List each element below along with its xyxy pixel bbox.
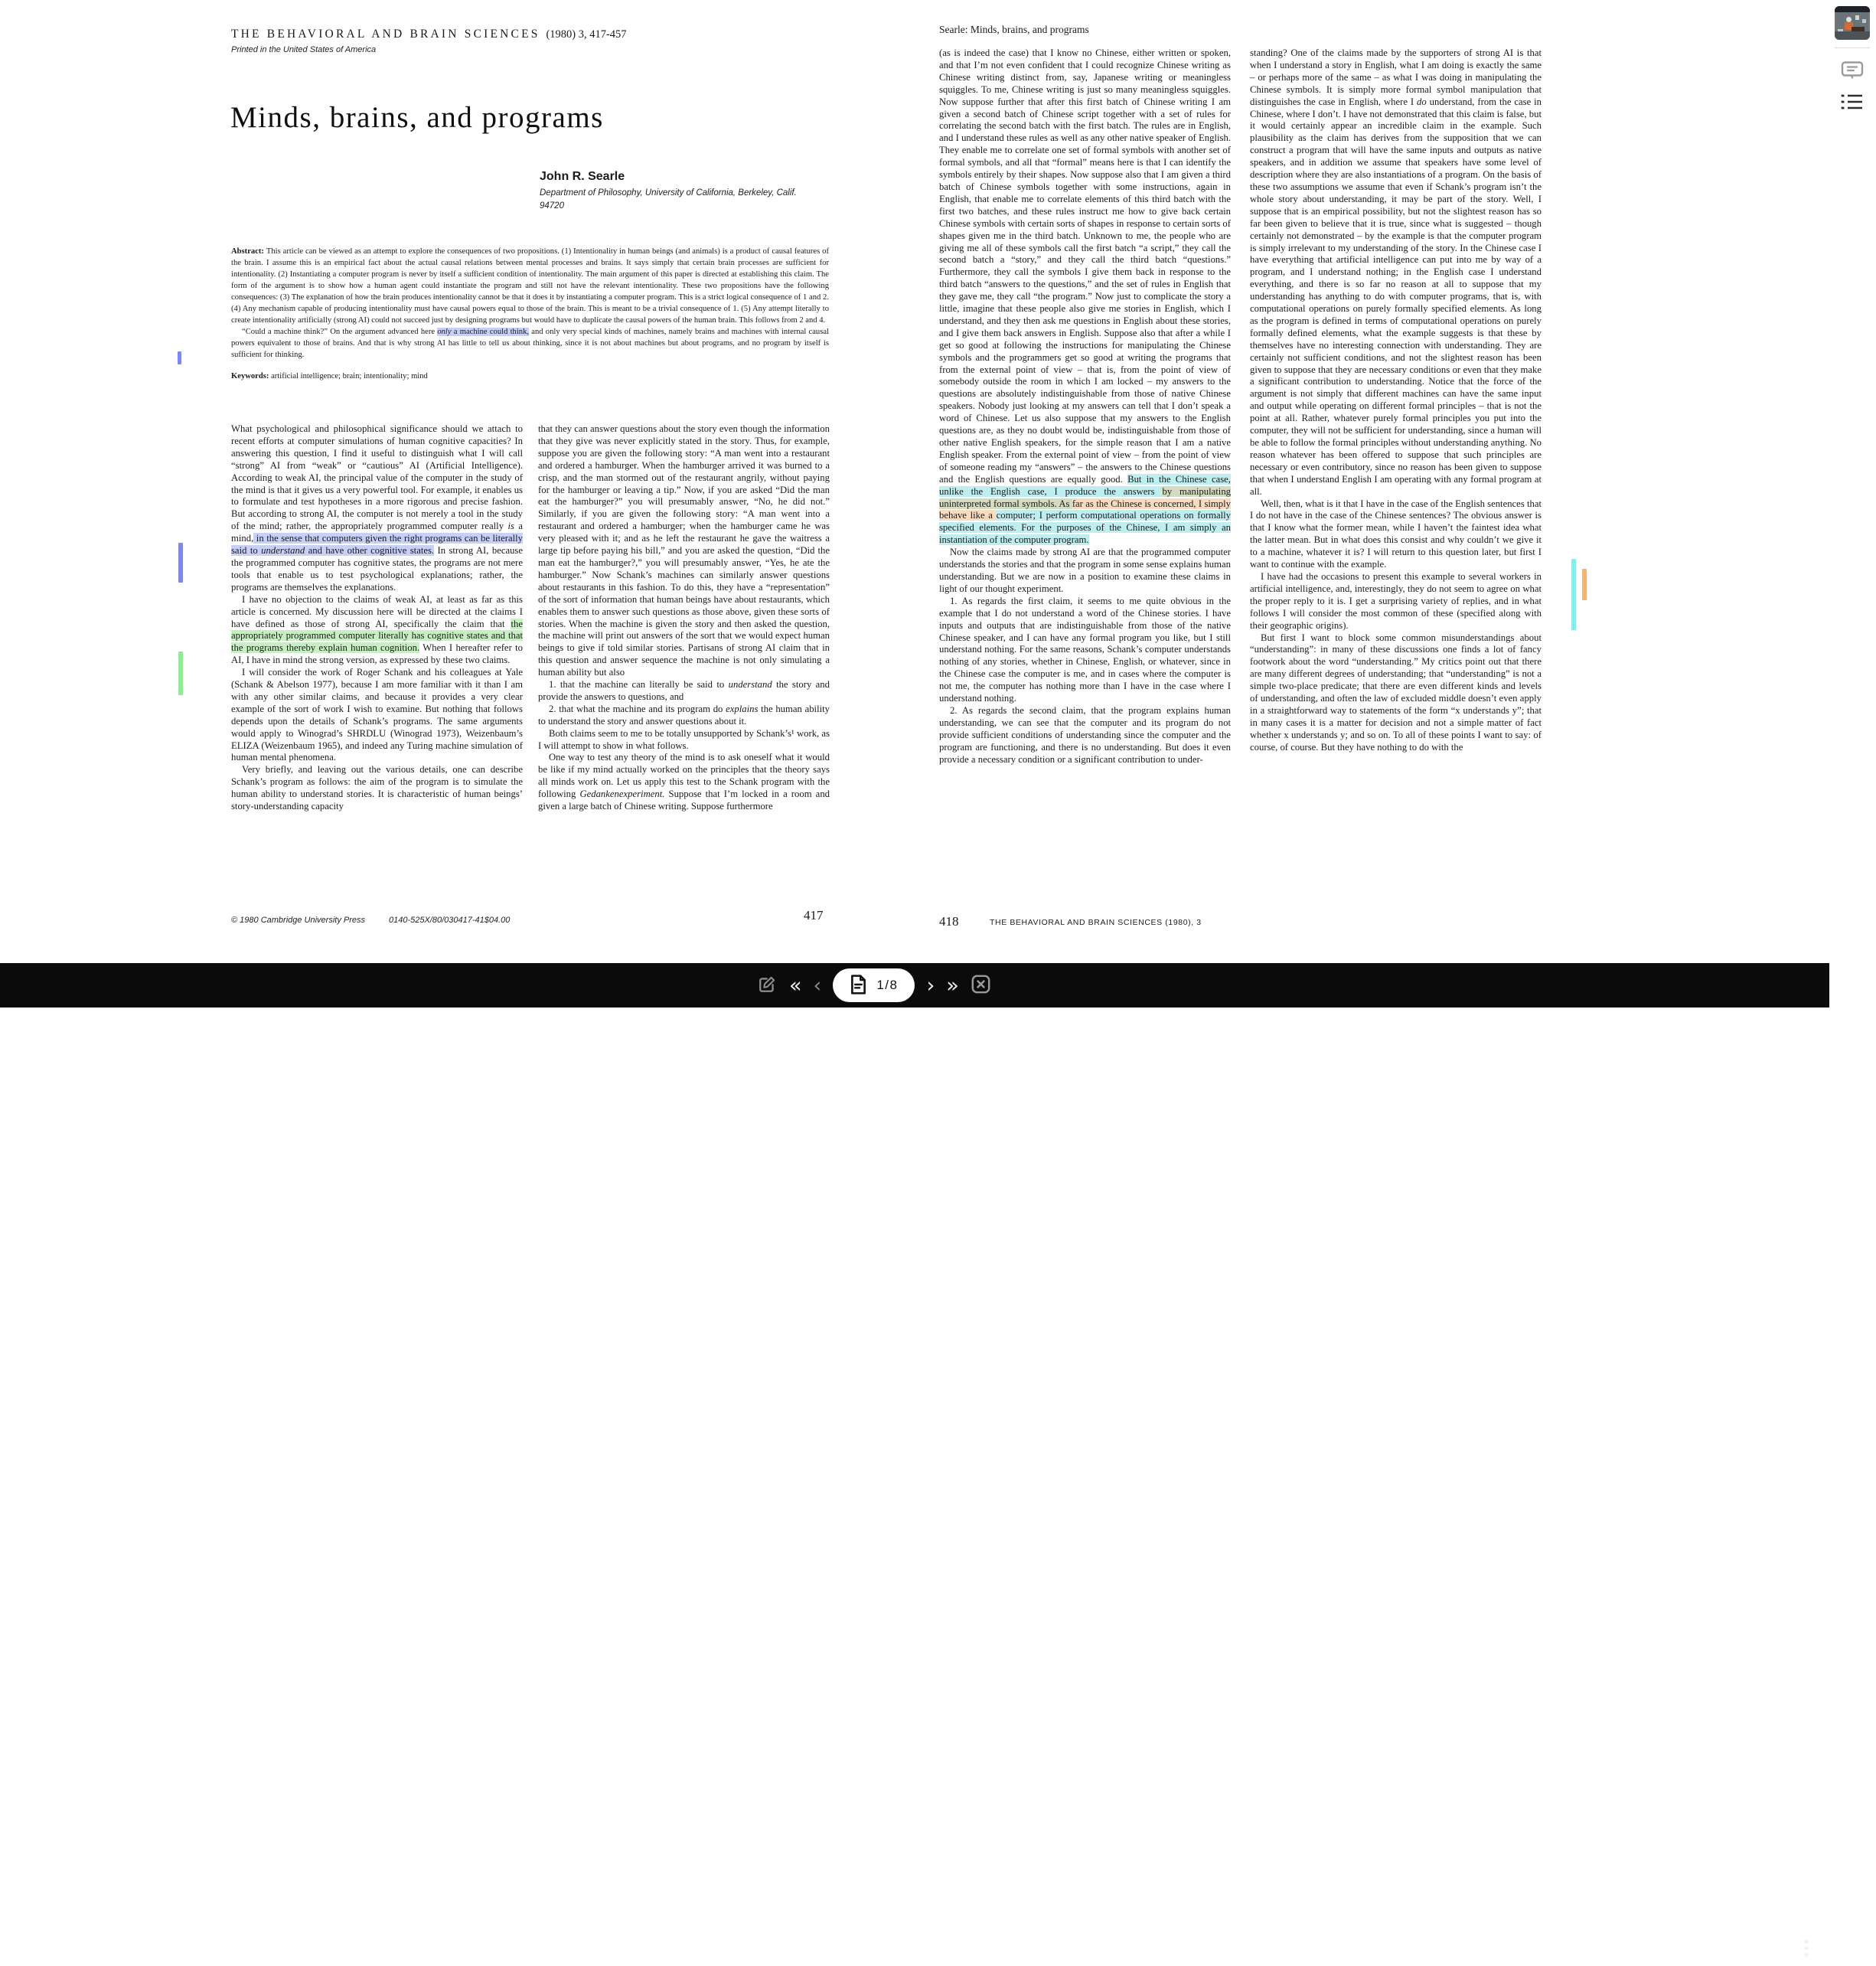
prev-page-button[interactable]: ‹ bbox=[813, 973, 822, 998]
author-name: John R. Searle bbox=[540, 170, 625, 183]
edit-button[interactable] bbox=[756, 974, 778, 998]
close-icon bbox=[971, 974, 991, 997]
page-indicator: 1/8 bbox=[876, 978, 899, 992]
text-highlight[interactable]: understand bbox=[261, 545, 305, 557]
page-number-418: 418 bbox=[939, 914, 959, 929]
paragraph: I have no objection to the claims of weak AI, at least as far as this article is concerned. My discussion here will be directed at the claims I have defined as those of strong AI, specifically the claim that the appropriately programmed computer literally has cognitive states and that the programs thereby explain human cognition. When I hereafter refer to AI, I have in mind the strong version, as expressed by these two claims. bbox=[231, 593, 523, 666]
thumbnail-art bbox=[1835, 6, 1870, 12]
paragraph: that they can answer questions about the story even though the information that they give was never explicitly stated in the story. Thus, for example, suppose you are given the following story: “A man went into a restaurant and ordered a hamburger. When the hamburger arrived it was burned to a crisp, and the man stormed out of the restaurant angrily, without paying for the hamburger or leaving a tip.” Now, if you are asked “Did the man eat the hamburger?” you will presumably answer, “No, he did not.” Similarly, if you are given the following story: “A man went into a restaurant and ordered a hamburger; when the hamburger came he was very pleased with it; and as he left the restaurant he gave the waitress a large tip before paying his bill,” and you are asked the question, “Did the man eat the hamburger?,” you will presumably answer, “Yes, he ate the hamburger.” Now Schank’s machines can similarly answer questions about restaurants in this fashion. To do this, they have a “representation” of the sort of information that human beings have about restaurants, which enables them to answer such questions as those above, given these sorts of stories. When the machine is given the story and then asked the question, the machine will print out answers of the sort that we would expect human beings to give if told similar stories. Partisans of strong AI claim that in this question and answer sequence the machine is not only simulating a human ability but also bbox=[538, 423, 830, 678]
paragraph: Keywords: artificial intelligence; brain; intentionality; mind bbox=[231, 372, 428, 380]
next-page-button[interactable]: › bbox=[926, 973, 935, 998]
paragraph: Well, then, what is it that I have in the case of the English sentences that I do not have in the case of the Chinese sentences? The obvious answer is that I know what the former mean, while I haven’t the faintest idea what the latter mean. But in what does this consist and why couldn’t we give it to a machine, whatever it is? I will return to this question later, but first I want to continue with the example. bbox=[1250, 498, 1542, 570]
page-thumbnail[interactable] bbox=[1835, 6, 1870, 40]
margin-annotation-marker[interactable] bbox=[178, 351, 181, 364]
text-highlight[interactable]: the appropriately programmed computer literally has cognitive states and that the programs thereby explain human cognition. bbox=[231, 618, 523, 654]
close-button[interactable] bbox=[971, 974, 991, 997]
document-icon bbox=[850, 975, 867, 997]
paragraph: standing? One of the claims made by the supporters of strong AI is that when I understand a story in English, what I am doing is exactly the same – or perhaps more of the same – as what I was doing in manipulating the Chinese symbols. It is simply more formal symbol manipulation that distinguishes the case in English, where I do understand, from the case in Chinese, where I don’t. I have not demonstrated that this claim is false, but it would certainly appear an incredible claim in the example. Such plausibility as the claim has derives from the supposition that we can construct a program that will have the same inputs and outputs as native speakers, and in addition we assume that speakers have some level of description where they are also instantiations of a program. On the basis of these two assumptions we assume that even if Schank’s program isn’t the whole story about understanding, it may be part of the story. Well, I suppose that is an empirical possibility, but not the slightest reason has so far been given to believe that it is true, since what is suggested – though certainly not demonstrated – by the example is that the computer program is simply irrelevant to my understanding of the story. In the Chinese case I have everything that artificial intelligence can put into me by way of a program, and I understand nothing; in the English case I understand everything, and there is so far no reason at all to suppose that my understanding has anything to do with computer programs, that is, with computational operations on purely formally specified elements. As long as the program is defined in terms of computational operations on purely formally defined elements, what the example suggests is that these by themselves have no interesting connection with understanding. They are certainly not sufficient conditions, and not the slightest reason has been given to suppose that they are necessary conditions or even that they make a significant contribution to understanding. Notice that the force of the argument is not simply that different machines can have the same input and output while operating on different formal principles – that is not the point at all. Rather, whatever purely formal principles you put into the computer, they will not be sufficient for understanding, since a human will be able to follow the formal principles without understanding anything. No reason whatever has been offered to suppose that such principles are necessary or even contributory, since no reason has been given to suppose that when I understand English I am operating with any formal program at all. bbox=[1250, 47, 1542, 497]
paragraph: Abstract: This article can be viewed as an attempt to explore the consequences of two propositions. (1) Intentionality in human beings (and animals) is a product of causal features of the brain. I assume this is an empirical fact about the actual causal relations between mental processes and brains. It says simply that certain brain processes are sufficient for intentionality. (2) Instantiating a computer program is never by itself a sufficient condition of intentionality. The main argument of this paper is directed at establishing this claim. The form of the argument is to show how a human agent could instantiate the program and still not have the relevant intentionality. These two propositions have the following consequences: (3) The explanation of how the brain produces intentionality cannot be that it does it by instantiating a computer program. This is a strict logical consequence of 1 and 2. (4) Any mechanism capable of producing intentionality must have causal powers equal to those of the brain. This is meant to be a trivial consequence of 1. (5) Any attempt literally to create intentionality artificially (strong AI) could not succeed just by designing programs but would have to duplicate the causal powers of the human brain. This follows from 2 and 4. bbox=[231, 247, 829, 325]
paragraph: I have had the occasions to present this example to several workers in artificial intelligence, and, interestingly, they do not seem to agree on what the proper reply to it is. I get a surprising variety of replies, and in what follows I will consider the most common of these (specified along with their geographic origins). bbox=[1250, 570, 1542, 631]
sidebar-rail bbox=[1829, 0, 1876, 1007]
paragraph: 1. As regards the first claim, it seems to me quite obvious in the example that I do not understand a word of the Chinese stories. I have inputs and outputs that are indistinguishable from those of the native Chinese speaker, and I can have any formal program you like, but I still understand nothing. For the same reasons, Schank’s computer understands nothing of any stories, whether in Chinese, English, or whatever, since in the Chinese case the computer is me, and in cases where the computer is not me, the computer has nothing more than I have in the case where I understand nothing. bbox=[939, 595, 1231, 704]
copyright-line: © 1980 Cambridge University Press bbox=[231, 916, 366, 925]
paragraph: But first I want to block some common misunderstandings about “understanding”: in many of these discussions one finds a lot of fancy footwork about the word “understanding.” My critics point out that there are many different degrees of understanding; that “understanding” is not a simple two-place predicate; that there are even different kinds and levels of understanding, and often the law of excluded middle doesn’t even apply in a straightforward way to statements of the form “x understands y”; that in many cases it is a matter for decision and not a simple matter of fact whether x understands y; and so on. To all of these points I want to say: of course, of course. But they have nothing to do with the bbox=[1250, 632, 1542, 753]
author-affiliation-zip: 94720 bbox=[540, 201, 564, 211]
text-highlight[interactable]: But in the Chinese case, unlike the English case, I produce the answers bbox=[939, 473, 1231, 497]
text-highlight[interactable]: by manipulating uninterpreted formal symbols. As bbox=[939, 485, 1231, 509]
rail-divider bbox=[1835, 47, 1870, 48]
kebab-icon bbox=[1805, 1940, 1809, 1944]
paragraph: What psychological and philosophical significance should we attach to recent efforts at computer simulations of human cognitive capacities? In answering this question, I find it useful to distinguish what I will call “strong” AI from “weak” or “cautious” AI (Artificial Intelligence). According to weak AI, the principal value of the computer in the study of the mind is that it gives us a very powerful tool. For example, it enables us to formulate and test hypotheses in a more rigorous and precise fashion. But according to strong AI, the computer is not merely a tool in the study of the mind; rather, the appropriately programmed computer really is a mind, in the sense that computers given the right programs can be literally said to understand and have other cognitive states. In strong AI, because the programmed computer has cognitive states, the programs are not mere tools that enable us to test psychological explanations; rather, the programs are themselves the explanations. bbox=[231, 423, 523, 593]
text-highlight[interactable]: and have other cognitive states. bbox=[305, 545, 435, 557]
author-affiliation: Department of Philosophy, University of California, Berkeley, Calif. bbox=[540, 188, 797, 198]
paragraph: Very briefly, and leaving out the various details, one can describe Schank’s program as follows: the aim of the program is to simulate the human ability to understand stories. It is characteristic of human beings’ story-understanding capacity bbox=[231, 764, 523, 812]
margin-annotation-marker[interactable] bbox=[1582, 569, 1587, 600]
page-418-column-left bbox=[939, 47, 1231, 897]
text-highlight[interactable]: only bbox=[437, 328, 454, 336]
abstract-block bbox=[231, 246, 829, 408]
page-417-column-left bbox=[231, 423, 523, 898]
article-title: Minds, brains, and programs bbox=[230, 101, 604, 134]
journal-title: THE BEHAVIORAL AND BRAIN SCIENCES bbox=[231, 28, 540, 41]
printed-in-line: Printed in the United States of America bbox=[231, 45, 377, 54]
viewer-toolbar bbox=[0, 963, 1829, 1007]
margin-annotation-marker[interactable] bbox=[178, 652, 183, 695]
page-indicator-pill[interactable] bbox=[833, 968, 915, 1002]
paragraph: 2. As regards the second claim, that the program explains human understanding, we can see that the computer and its program do not provide sufficient conditions of understanding since the computer and the program are functioning, and there is no understanding. But does it even provide a necessary condition or a significant contribution to under- bbox=[939, 704, 1231, 765]
running-footer: THE BEHAVIORAL AND BRAIN SCIENCES (1980), 3 bbox=[990, 918, 1202, 927]
margin-annotation-marker[interactable] bbox=[1571, 559, 1576, 630]
journal-volume: (1980) 3, 417-457 bbox=[546, 28, 627, 41]
outline-button[interactable] bbox=[1838, 90, 1866, 115]
text-highlight[interactable]: a machine could think, bbox=[453, 328, 530, 336]
page-417-column-right bbox=[538, 423, 830, 898]
page-number-417: 417 bbox=[804, 908, 824, 923]
comments-button[interactable] bbox=[1838, 60, 1866, 84]
page-418-column-right bbox=[1250, 47, 1542, 897]
paragraph: One way to test any theory of the mind is to ask oneself what it would be like if my mind actually worked on the principles that the theory says all minds work on. Let us apply this test to the Schank program with the following Gedankenexperiment. Suppose that I’m locked in a room and given a large batch of Chinese writing. Suppose furthermore bbox=[538, 752, 830, 812]
paragraph: I will consider the work of Roger Schank and his colleagues at Yale (Schank & Abelson 1977), because I am more familiar with it than I am with any other similar claims, and because it provides a very clear example of the sort of work I wish to examine. But nothing that follows depends upon the details of Schank’s programs. The same arguments would apply to Winograd’s SHRDLU (Winograd 1973), Weizenbaum’s ELIZA (Weizenbaum 1965), and indeed any Turing machine simulation of human mental phenomena. bbox=[231, 667, 523, 763]
paragraph: (as is indeed the case) that I know no Chinese, either written or spoken, and that I’m not even confident that I could recognize Chinese writing as Chinese writing distinct from, say, Japanese writing or meaningless squiggles. To me, Chinese writing is just so many meaningless squiggles. Now suppose further that after this first batch of Chinese writing I am given a second batch of Chinese script together with a set of rules for correlating the second batch with the first batch. The rules are in English, and I understand these rules as well as any other native speaker of English. They enable me to correlate one set of formal symbols with another set of formal symbols, and all that “formal” means here is that I can identify the symbols entirely by their shapes. Now suppose also that I am given a third batch of Chinese symbols together with some instructions, again in English, that enable me to correlate elements of this third batch with the first two batches, and these rules instruct me how to give back certain Chinese symbols with certain sorts of shapes in response to certain sorts of shapes given me in the third batch. Unknown to me, the people who are giving me all of these symbols call the first batch “a script,” they call the second batch a “story,” and they call the third batch “questions.” Furthermore, they call the symbols I give them back in response to the third batch “answers to the questions,” and the set of rules in English that they gave me, they call “the program.” Now just to complicate the story a little, imagine that these people also give me stories in English, which I understand, and they then ask me questions in English about these stories, and I give them back answers in English. Suppose also that after a while I get so good at following the instructions for manipulating the Chinese symbols and the programmers get so good at writing the programs that from the external point of view – that is, from the point of view of somebody outside the room in which I am locked – my answers to the questions are absolutely indistinguishable from those of native Chinese speakers. Nobody just looking at my answers can tell that I don’t speak a word of Chinese. Let us also suppose that my answers to the English questions are, as they no doubt would be, indistinguishable from those of other native English speakers, for the simple reason that I am a native English speaker. From the external point of view – from the point of view of someone reading my “answers” – the answers to the Chinese questions and the English questions are equally good. But in the Chinese case, unlike the English case, I produce the answers by manipulating uninterpreted formal symbols. As far as the Chinese is concerned, I simply behave like a computer; I perform computational operations on formally specified elements. For the purposes of the Chinese, I am simply an instantiation of the computer program. bbox=[939, 47, 1231, 546]
journal-masthead bbox=[231, 28, 627, 41]
text-highlight[interactable]: far as the Chinese is concerned, I simply behave like a bbox=[939, 498, 1231, 521]
paragraph: 2. that what the machine and its program do explains the human ability to understand the story and answer questions about it. bbox=[538, 703, 830, 727]
text-highlight[interactable]: computer; I perform computational operations on formally specified elements. For the purposes of the Chinese, I am simply an instantiation of the computer program. bbox=[939, 510, 1231, 546]
paragraph: Both claims seem to me to be totally unsupported by Schank’s¹ work, as I will attempt to show in what follows. bbox=[538, 727, 830, 751]
edit-icon bbox=[756, 974, 778, 998]
comment-icon bbox=[1841, 73, 1864, 84]
text-highlight[interactable]: in the sense that computers given the right programs can be literally said to bbox=[231, 533, 523, 557]
margin-annotation-marker[interactable] bbox=[178, 543, 183, 583]
first-page-button[interactable]: « bbox=[789, 973, 802, 998]
issn-line: 0140-525X/80/030417-41$04.00 bbox=[389, 916, 511, 925]
last-page-button[interactable]: » bbox=[946, 973, 959, 998]
running-header: Searle: Minds, brains, and programs bbox=[939, 24, 1089, 35]
paragraph: “Could a machine think?” On the argument advanced here only a machine could think, and only very special kinds of machines, namely brains and machines with internal causal powers equivalent to those of brains. And that is why strong AI has little to tell us about thinking, since it is not about machines but about programs, and no program by itself is sufficient for thinking. bbox=[231, 328, 829, 359]
list-icon bbox=[1841, 102, 1864, 113]
overflow-menu-button[interactable] bbox=[1799, 1931, 1814, 1966]
paragraph: 1. that the machine can literally be said to understand the story and provide the answers to questions, and bbox=[538, 679, 830, 702]
paragraph: Now the claims made by strong AI are that the programmed computer understands the stories and that the program in some sense explains human understanding. But we are now in a position to examine these claims in light of our thought experiment. bbox=[939, 547, 1231, 594]
